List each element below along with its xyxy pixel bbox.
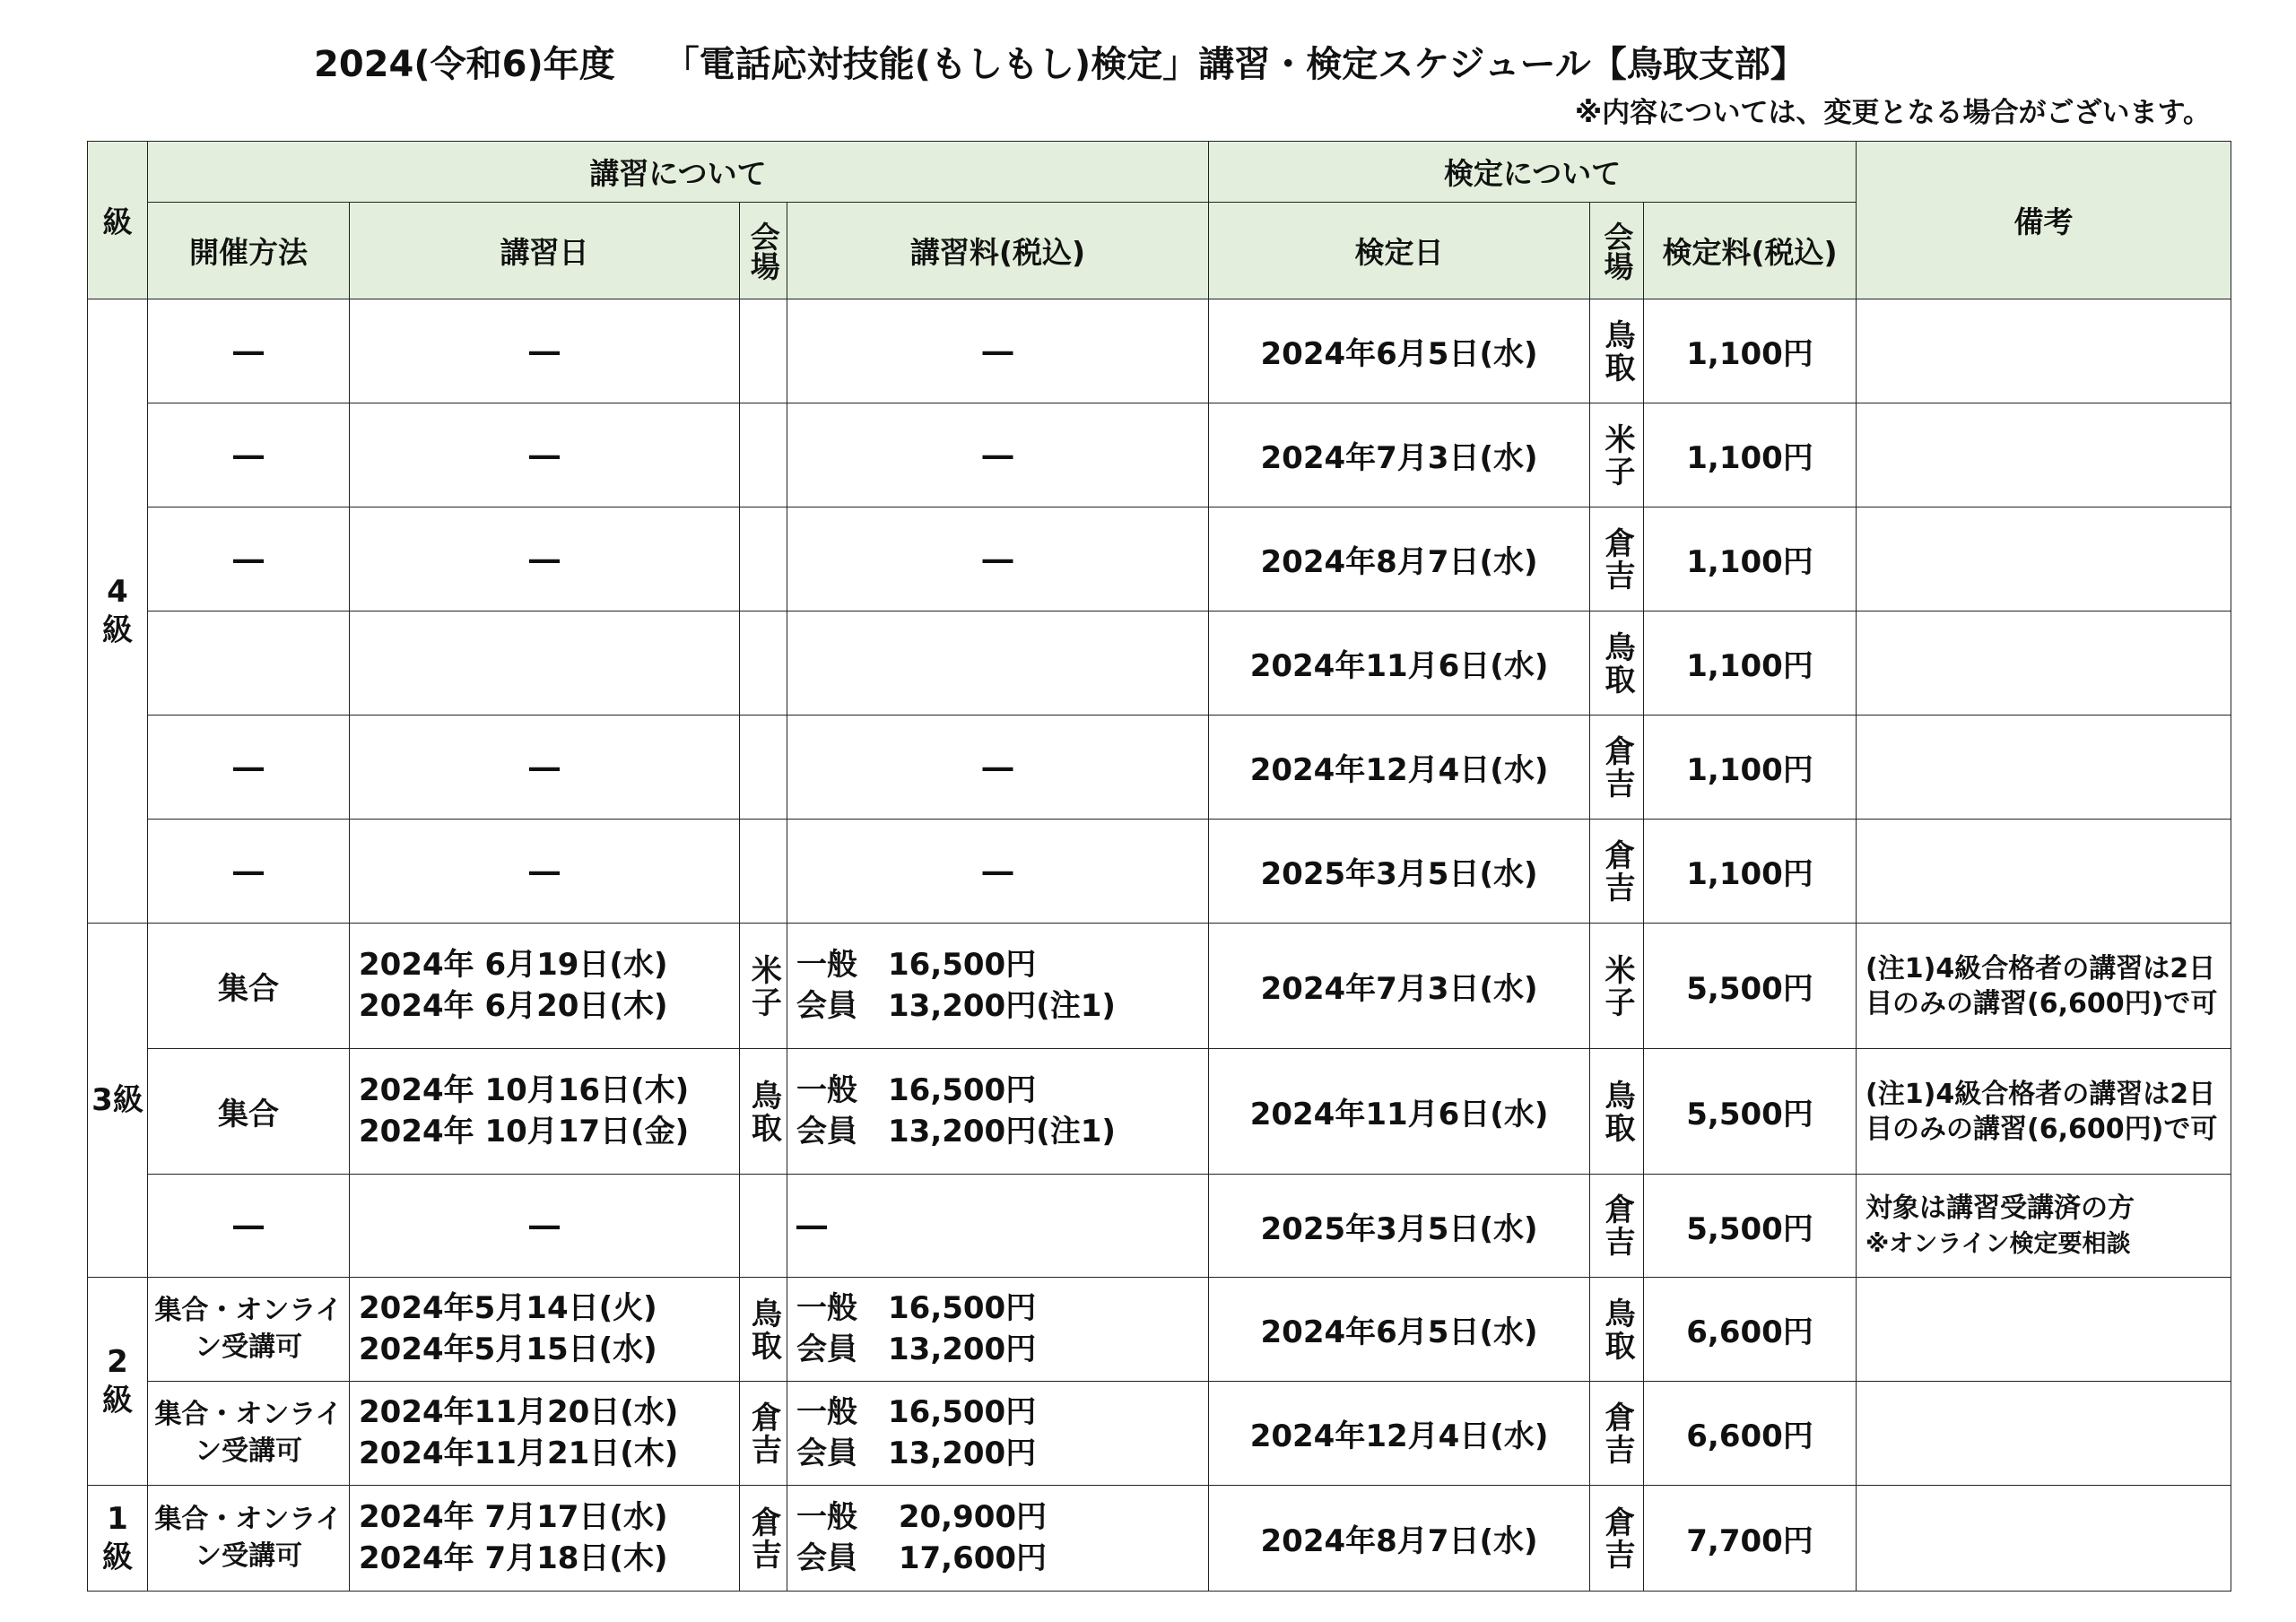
header-exam-group: 検定について [1209,142,1857,203]
course-venue-cell: 鳥取 [740,1049,787,1175]
course-fee-line: 会員 17,600円 [796,1540,1048,1576]
header-course-date: 講習日 [350,203,740,299]
method-line: 集合・オンライ [154,1399,343,1430]
course-date-cell [350,1382,740,1486]
exam-venue-cell: 倉吉 [1590,1486,1644,1592]
header-exam-date: 検定日 [1209,203,1590,299]
grade-suffix: 級 [102,612,133,648]
course-fee-cell [787,924,1209,1049]
method-cell: ― [148,507,350,612]
course-fee-cell [787,612,1209,716]
course-venue-cell: 米子 [740,924,787,1049]
exam-date-cell: 2025年3月5日(水) [1209,820,1590,924]
remarks-text: 対象は講習受講済の方 [1866,1193,2135,1224]
method-cell [148,1382,350,1486]
remarks-cell [1857,1175,2231,1278]
exam-date-cell: 2024年12月4日(水) [1209,716,1590,820]
exam-fee-cell: 1,100円 [1644,612,1857,716]
exam-venue-cell: 倉吉 [1590,1175,1644,1278]
header-course-group: 講習について [148,142,1209,203]
course-venue-cell [740,820,787,924]
course-date-cell: ― [350,403,740,507]
table-row [88,716,2231,820]
course-date-cell: ― [350,820,740,924]
table-row [88,612,2231,716]
method-cell: ― [148,299,350,403]
method-cell: 集合 [148,1049,350,1175]
exam-venue-cell: 倉吉 [1590,716,1644,820]
remarks-cell [1857,716,2231,820]
exam-fee-cell: 5,500円 [1644,924,1857,1049]
table-row [88,1486,2231,1592]
header-row-1 [88,142,2231,203]
exam-fee-cell: 1,100円 [1644,403,1857,507]
remarks-cell [1857,820,2231,924]
grade-suffix: 級 [102,1382,133,1418]
grade-cell [88,1278,148,1486]
exam-venue-cell: 鳥取 [1590,612,1644,716]
exam-venue-cell: 鳥取 [1590,299,1644,403]
course-venue-cell: 倉吉 [740,1382,787,1486]
course-venue-cell [740,612,787,716]
course-date-cell [350,1486,740,1592]
exam-fee-cell: 6,600円 [1644,1278,1857,1382]
course-venue-cell: 倉吉 [740,1486,787,1592]
exam-fee-cell: 1,100円 [1644,299,1857,403]
exam-venue-cell: 米子 [1590,924,1644,1049]
remarks-cell [1857,1049,2231,1175]
course-fee-line: 一般 20,900円 [796,1498,1048,1535]
course-date-cell [350,612,740,716]
method-cell [148,1278,350,1382]
course-fee-cell [787,1486,1209,1592]
exam-date-cell: 2024年11月6日(水) [1209,612,1590,716]
course-date-line: 2024年 6月20日(木) [359,987,668,1024]
method-line: ン受講可 [195,1435,302,1467]
course-venue-cell [740,507,787,612]
grade-number: 2 [107,1344,128,1380]
course-fee-line: 会員 13,200円 [796,1331,1037,1367]
course-fee-line: 一般 16,500円 [796,1393,1037,1430]
table-row [88,299,2231,403]
method-line: 集合・オンライ [154,1295,343,1326]
course-fee-cell: ― [787,299,1209,403]
course-venue-cell [740,716,787,820]
course-date-line: 2024年 7月18日(木) [359,1540,668,1576]
course-fee-line: 一般 16,500円 [796,946,1037,983]
header-method: 開催方法 [148,203,350,299]
header-course-fee: 講習料(税込) [787,203,1209,299]
exam-fee-cell: 1,100円 [1644,820,1857,924]
remarks-subtext: ※オンライン検定要相談 [1866,1230,2131,1258]
exam-venue-cell: 倉吉 [1590,820,1644,924]
course-fee-cell [787,1382,1209,1486]
schedule-table [87,141,2231,1592]
remarks-cell [1857,1382,2231,1486]
course-date-line: 2024年11月20日(水) [359,1393,679,1430]
course-fee-cell: ― [787,716,1209,820]
course-date-line: 2024年 6月19日(水) [359,946,668,983]
exam-fee-cell: 7,700円 [1644,1486,1857,1592]
course-date-line: 2024年 10月17日(金) [359,1113,690,1149]
table-row [88,924,2231,1049]
remarks-cell [1857,403,2231,507]
course-date-line: 2024年5月14日(火) [359,1289,657,1326]
exam-date-cell: 2024年7月3日(水) [1209,403,1590,507]
exam-date-cell: 2024年7月3日(水) [1209,924,1590,1049]
grade-number: 1 [107,1501,128,1537]
course-fee-cell: ― [787,507,1209,612]
course-fee-cell: ― [787,820,1209,924]
method-cell: ― [148,716,350,820]
course-date-cell: ― [350,507,740,612]
table-row [88,820,2231,924]
header-exam-venue: 会場 [1590,203,1644,299]
course-venue-cell [740,1175,787,1278]
course-fee-cell [787,1278,1209,1382]
remarks-cell [1857,1278,2231,1382]
table-row [88,1049,2231,1175]
grade-cell [88,299,148,924]
method-cell [148,1486,350,1592]
exam-fee-cell: 5,500円 [1644,1049,1857,1175]
table-row [88,403,2231,507]
course-venue-cell [740,299,787,403]
table-row [88,1175,2231,1278]
course-venue-cell: 鳥取 [740,1278,787,1382]
course-date-line: 2024年 10月16日(木) [359,1071,690,1108]
exam-date-cell: 2024年11月6日(水) [1209,1049,1590,1175]
method-line: ン受講可 [195,1331,302,1363]
grade-suffix: 級 [102,1539,133,1575]
grade-cell: 3級 [88,924,148,1278]
method-cell: ― [148,403,350,507]
remarks-cell [1857,1486,2231,1592]
header-exam-fee: 検定料(税込) [1644,203,1857,299]
course-fee-line: 会員 13,200円 [796,1435,1037,1471]
exam-date-cell: 2025年3月5日(水) [1209,1175,1590,1278]
remarks-text: (注1)4級合格者の講習は2日目のみの講習(6,600円)で可 [1866,952,2218,1019]
exam-fee-cell: 5,500円 [1644,1175,1857,1278]
course-date-cell: ― [350,1175,740,1278]
course-fee-line: 会員 13,200円(注1) [796,1113,1116,1149]
exam-fee-cell: 1,100円 [1644,716,1857,820]
remarks-cell [1857,612,2231,716]
course-date-cell: ― [350,299,740,403]
exam-venue-cell: 鳥取 [1590,1049,1644,1175]
change-notice: ※内容については、変更となる場合がございます。 [1574,97,2211,129]
exam-date-cell: 2024年8月7日(水) [1209,1486,1590,1592]
header-grade: 級 [88,142,148,299]
table-row [88,1278,2231,1382]
course-fee-cell: ― [787,403,1209,507]
exam-fee-cell: 6,600円 [1644,1382,1857,1486]
course-venue-cell [740,403,787,507]
course-fee-cell: ― [787,1175,1209,1278]
method-line: ン受講可 [195,1540,302,1572]
remarks-cell [1857,507,2231,612]
page-title: 2024(令和6)年度 「電話応対技能(もしもし)検定」講習・検定スケジュール【鳥取支部】 [314,44,1806,85]
course-date-line: 2024年 7月17日(水) [359,1498,668,1535]
method-cell: ― [148,1175,350,1278]
exam-date-cell: 2024年8月7日(水) [1209,507,1590,612]
course-date-cell: ― [350,716,740,820]
exam-venue-cell: 倉吉 [1590,1382,1644,1486]
method-cell: ― [148,820,350,924]
course-date-cell [350,1278,740,1382]
grade-cell [88,1486,148,1592]
table-row [88,1382,2231,1486]
remarks-cell [1857,299,2231,403]
exam-venue-cell: 鳥取 [1590,1278,1644,1382]
exam-date-cell: 2024年6月5日(水) [1209,299,1590,403]
exam-venue-cell: 倉吉 [1590,507,1644,612]
course-fee-line: 一般 16,500円 [796,1071,1037,1108]
exam-fee-cell: 1,100円 [1644,507,1857,612]
method-cell [148,612,350,716]
method-line: 集合・オンライ [154,1504,343,1535]
course-fee-line: 一般 16,500円 [796,1289,1037,1326]
header-remarks: 備考 [1857,142,2231,299]
course-date-line: 2024年11月21日(木) [359,1435,679,1471]
method-cell: 集合 [148,924,350,1049]
exam-date-cell: 2024年12月4日(水) [1209,1382,1590,1486]
course-fee-cell [787,1049,1209,1175]
course-date-cell [350,924,740,1049]
grade-number: 4 [107,574,128,610]
table-row [88,507,2231,612]
exam-venue-cell: 米子 [1590,403,1644,507]
course-fee-line: 会員 13,200円(注1) [796,987,1116,1024]
course-date-line: 2024年5月15日(水) [359,1331,657,1367]
exam-date-cell: 2024年6月5日(水) [1209,1278,1590,1382]
course-date-cell [350,1049,740,1175]
header-course-venue: 会場 [740,203,787,299]
remarks-text: (注1)4級合格者の講習は2日目のみの講習(6,600円)で可 [1866,1078,2218,1145]
remarks-cell [1857,924,2231,1049]
